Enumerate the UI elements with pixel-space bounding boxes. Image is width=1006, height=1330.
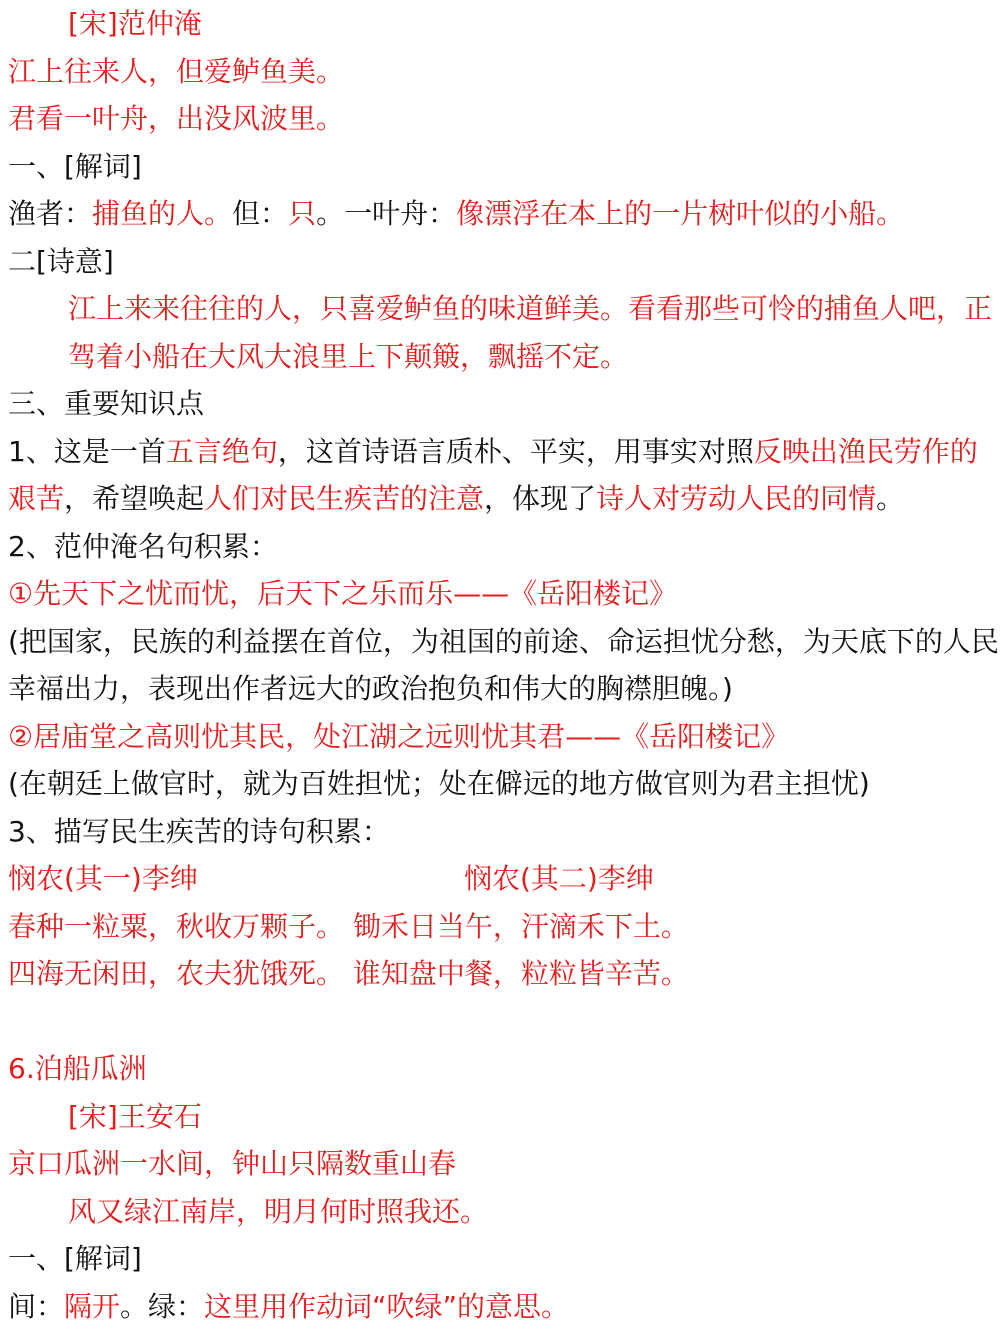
vocab-term: 渔者： — [8, 197, 92, 230]
vocab-term: 。一叶舟： — [316, 197, 456, 230]
point-highlight: 五言绝句 — [166, 435, 278, 468]
point-highlight: 诗人对劳动人民的同情 — [596, 482, 876, 515]
minnong-line-1: 春种一粒粟，秋收万颗子。 锄禾日当午，汗滴禾下土。 — [8, 903, 1003, 951]
point-highlight: 反映出渔民劳作的艰苦 — [8, 435, 978, 516]
poem2-title: 6.泊船瓜洲 — [8, 1045, 1003, 1093]
poem1-author: [宋]范仲淹 — [8, 0, 1003, 48]
point-highlight: 人们对民生疾苦的注意 — [204, 482, 484, 515]
poem1-vocab-heading: 一、[解词] — [8, 143, 1003, 191]
famous-quote-2: ②居庙堂之高则忧其民，处江湖之远则忧其君——《岳阳楼记》 — [8, 713, 1003, 761]
poem2-line-1: 京口瓜洲一水间，钟山只隔数重山春 — [8, 1140, 1003, 1188]
poem2-line-2: 风又绿江南岸，明月何时照我还。 — [8, 1188, 1003, 1236]
knowledge-point-1 — [8, 428, 1003, 523]
document-page — [8, 0, 1003, 1330]
vocab-term: 间： — [8, 1290, 64, 1323]
famous-quote-2-note: (在朝廷上做官时，就为百姓担忧；处在僻远的地方做官则为君主担忧) — [8, 760, 1003, 808]
vocab-definition: 这里用作动词“吹绿”的意思。 — [204, 1290, 569, 1323]
poem2-vocab-heading: 一、[解词] — [8, 1235, 1003, 1283]
poem1-line-1: 江上往来人，但爱鲈鱼美。 — [8, 48, 1003, 96]
vocab-definition: 像漂浮在本上的一片树叶似的小船。 — [456, 197, 904, 230]
poem1-vocab-line — [8, 190, 1003, 238]
minnong-1-title: 悯农(其一)李绅 — [8, 862, 198, 895]
vocab-term: 但： — [232, 197, 288, 230]
vocab-definition: 只 — [288, 197, 316, 230]
poem2-vocab-line — [8, 1283, 1003, 1330]
poem1-meaning-heading: 二[诗意] — [8, 238, 1003, 286]
famous-quote-1: ①先天下之忧而忧，后天下之乐而乐——《岳阳楼记》 — [8, 570, 1003, 618]
knowledge-point-2-heading: 2、范仲淹名句积累： — [8, 523, 1003, 571]
minnong-2-title: 悯农(其二)李绅 — [464, 855, 654, 903]
point-text: ，体现了 — [484, 482, 596, 515]
vocab-definition: 捕鱼的人。 — [92, 197, 232, 230]
point-text: ，这首诗语言质朴、平实，用事实对照 — [278, 435, 754, 468]
vocab-definition: 隔开 — [64, 1290, 120, 1323]
poem2-author: [宋]王安石 — [8, 1093, 1003, 1141]
point-text: 。 — [876, 482, 904, 515]
poem1-line-2: 君看一叶舟，出没风波里。 — [8, 95, 1003, 143]
knowledge-point-3-heading: 3、描写民生疾苦的诗句积累： — [8, 808, 1003, 856]
famous-quote-1-note: (把国家，民族的利益摆在首位，为祖国的前途、命运担忧分愁，为天底下的人民幸福出力，表现出作者远大的政治抱负和伟大的胸襟胆魄。) — [8, 618, 1003, 713]
spacer — [8, 998, 1003, 1046]
poem1-meaning: 江上来来往往的人，只喜爱鲈鱼的味道鲜美。看看那些可怜的捕鱼人吧，正驾着小船在大风大浪里上下颠簸，飘摇不定。 — [8, 285, 1003, 380]
point-text: ，希望唤起 — [64, 482, 204, 515]
minnong-line-2: 四海无闲田，农夫犹饿死。 谁知盘中餐，粒粒皆辛苦。 — [8, 950, 1003, 998]
poem1-points-heading: 三、重要知识点 — [8, 380, 1003, 428]
point-text: 1、这是一首 — [8, 435, 166, 468]
vocab-term: 。绿： — [120, 1290, 204, 1323]
minnong-titles — [8, 855, 1003, 903]
